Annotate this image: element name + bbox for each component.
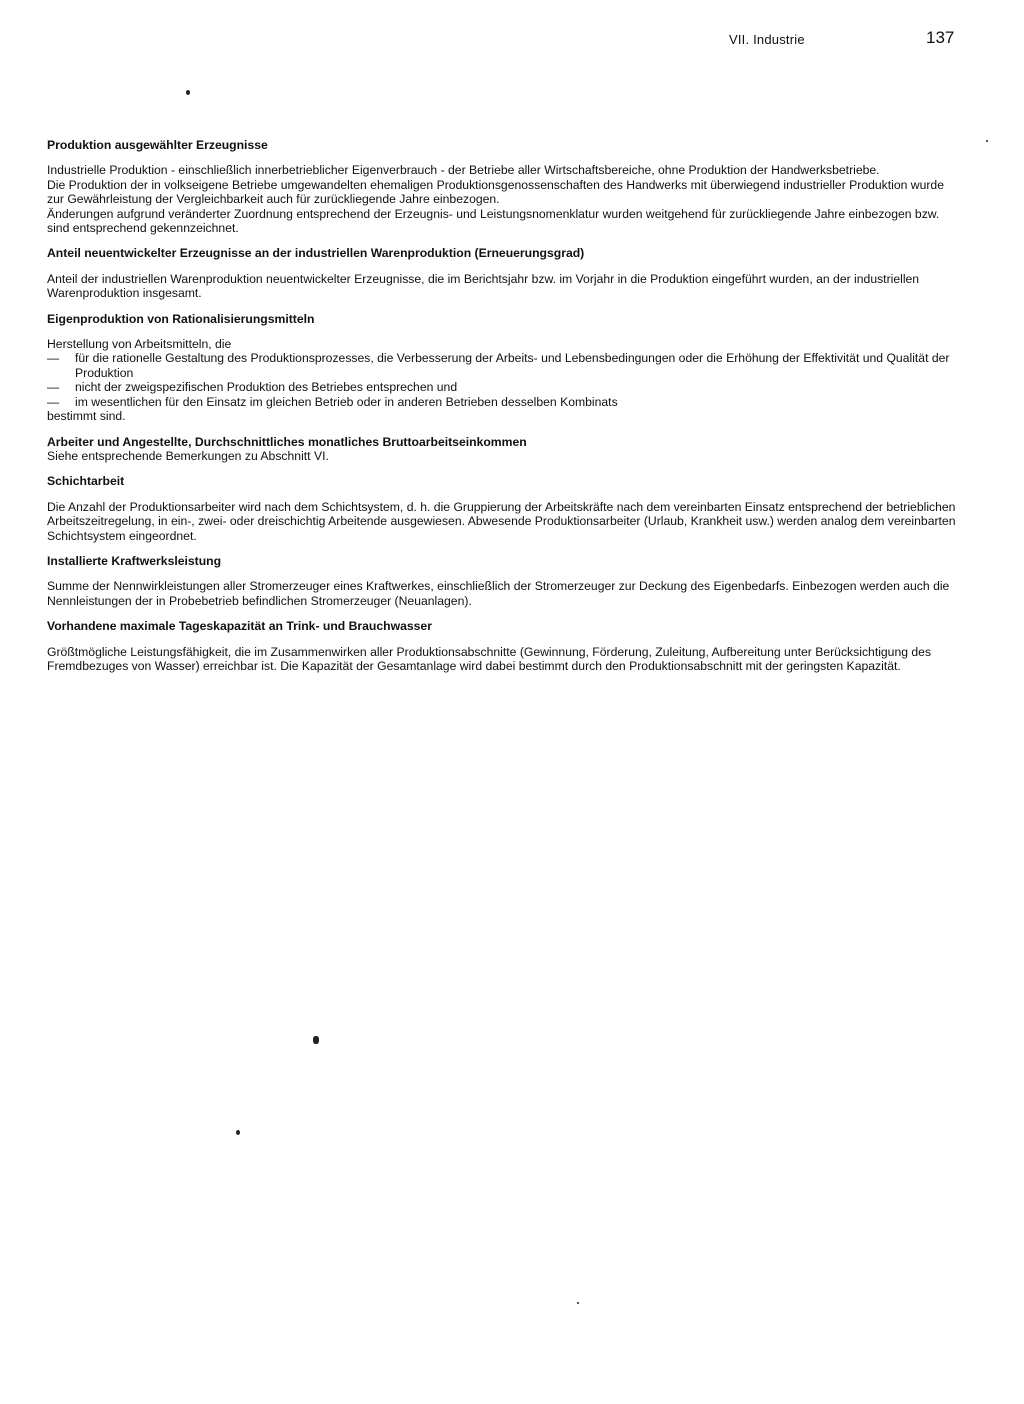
section-schichtarbeit <box>47 474 957 543</box>
section-heading: Arbeiter und Angestellte, Durchschnittliches monatliches Bruttoarbeitseinkommen <box>47 434 527 449</box>
document-body <box>47 138 957 684</box>
list-item-text: nicht der zweigspezifischen Produktion des Betriebes entsprechen und <box>75 380 458 395</box>
paragraph: Anteil der industriellen Warenproduktion neuentwickelter Erzeugnisse, die im Berichtsjahr bzw. im Vorjahr in die Produktion eingeführt wurden, an der industriellen Warenproduktion insgesamt. <box>47 271 920 301</box>
paragraph: Die Produktion der in volkseigene Betriebe umgewandelten ehemaligen Produktionsgenossenschaften des Handwerks mit überwiegend industrieller Produktion wurde zur Gewährleistung der Vergleichbarkeit auch für zurückliegende Jahre einbezogen. <box>47 177 944 207</box>
paragraph: Größtmögliche Leistungsfähigkeit, die im Zusammenwirken aller Produktionsabschnitte (Gewinnung, Förderung, Zuleitung, Aufbereitung unter Berücksichtigung des Fremdbezuges von Wasser) erreichbar ist. Die Kapazität der Gesamtanlage wird dabei bestimmt durch den Produktionsabschnitt mit der geringsten Kapazität. <box>47 644 932 673</box>
section-bruttoarbeitseinkommen <box>47 435 957 464</box>
page-number: 137 <box>926 28 955 47</box>
list-item <box>47 351 957 380</box>
scan-speck <box>577 1302 579 1304</box>
chapter-title: VII. Industrie <box>729 32 805 47</box>
paragraph: Änderungen aufgrund veränderter Zuordnung entsprechend der Erzeugnis- und Leistungsnomenklatur wurden weitgehend für zurückliegende Jahre einbezogen bzw. sind entsprechend gekennzeichnet. <box>47 206 940 236</box>
list-intro: Herstellung von Arbeitsmitteln, die <box>47 337 232 352</box>
scan-speck <box>986 140 988 142</box>
section-erneuerungsgrad <box>47 246 957 300</box>
list-outro: bestimmt sind. <box>47 409 126 424</box>
section-rationalisierungsmittel <box>47 312 957 424</box>
scan-speck <box>313 1036 319 1044</box>
section-produktion <box>47 138 957 235</box>
list-item <box>47 380 957 394</box>
section-heading: Anteil neuentwickelter Erzeugnisse an der industriellen Warenproduktion (Erneuerungsgrad) <box>47 246 585 261</box>
section-kraftwerksleistung <box>47 554 957 608</box>
list-item-text: im wesentlichen für den Einsatz im gleichen Betrieb oder in anderen Betrieben desselben Kombinats <box>75 394 618 409</box>
paragraph: Die Anzahl der Produktionsarbeiter wird nach dem Schichtsystem, d. h. die Gruppierung der Arbeitskräfte nach dem vereinbarten Einsatz entsprechend der betrieblichen Arbeitszeitregelung, in ein-, zwei- oder dreischichtig Arbeitende ausgewiesen. Abwesende Produktionsarbeiter (Urlaub, Krankheit usw.) werden analog dem vereinbarten Schichtsystem eingeordnet. <box>47 499 956 543</box>
scan-speck <box>186 90 190 95</box>
dash-list <box>47 351 957 409</box>
section-heading: Installierte Kraftwerksleistung <box>47 553 222 568</box>
section-heading: Vorhandene maximale Tageskapazität an Trink- und Brauchwasser <box>47 619 432 634</box>
section-heading: Eigenproduktion von Rationalisierungsmitteln <box>47 311 315 326</box>
dash-marker: — <box>47 380 60 395</box>
paragraph: Summe der Nennwirkleistungen aller Stromerzeuger eines Kraftwerkes, einschließlich der Stromerzeuger zur Deckung des Eigenbedarfs. Einbezogen werden auch die Nennleistungen der in Probebetrieb befindlichen Stromerzeuger (Neuanlagen). <box>47 579 950 608</box>
scan-speck <box>236 1130 240 1135</box>
paragraph: Siehe entsprechende Bemerkungen zu Abschnitt VI. <box>47 448 329 463</box>
section-heading: Produktion ausgewählter Erzeugnisse <box>47 138 268 152</box>
paragraph: Industrielle Produktion - einschließlich innerbetrieblicher Eigenverbrauch - der Betriebe aller Wirtschaftsbereiche, ohne Produktion der Handwerksbetriebe. <box>47 163 880 178</box>
list-item-text: für die rationelle Gestaltung des Produktionsprozesses, die Verbesserung der Arbeits- und Lebensbedingungen oder die Erhöhung der Effektivität und Qualität der Produktion <box>75 351 950 380</box>
section-heading: Schichtarbeit <box>47 474 125 489</box>
dash-marker: — <box>47 394 60 409</box>
dash-marker: — <box>47 351 60 366</box>
list-item <box>47 395 957 409</box>
section-tageskapazitaet <box>47 619 957 673</box>
